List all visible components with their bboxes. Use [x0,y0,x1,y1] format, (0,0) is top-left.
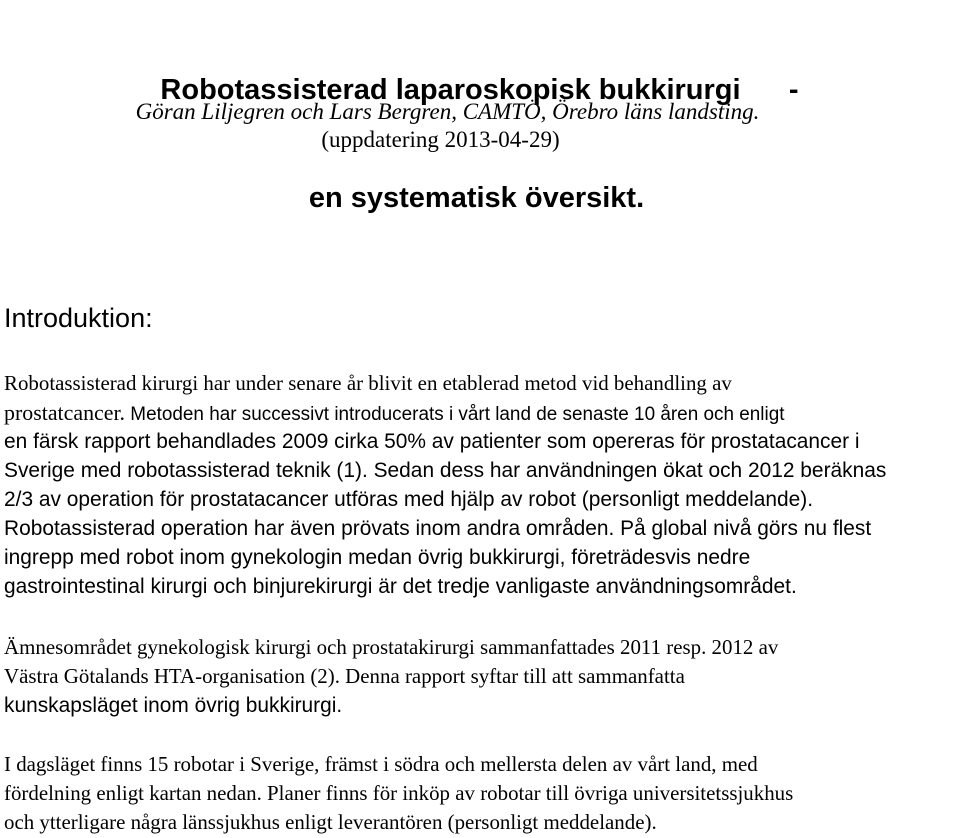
paragraph-line: fördelning enligt kartan nedan. Planer finns för inköp av robotar till övriga universitetssjukhus [4,781,794,805]
paragraph-line-segment: Metoden har successivt introducerats i vårt land de senaste 10 åren och enligt [125,404,785,425]
paragraph-line: gastrointestinal kirurgi och binjurekirurgi är det tredje vanligaste användningsområdet. [4,575,797,598]
paragraph-line: I dagsläget finns 15 robotar i Sverige, främst i södra och mellersta delen av vårt land, med [4,752,758,776]
paragraph-line: ingrepp med robot inom gynekologin medan övrig bukkirurgi, företrädesvis nedre [4,546,751,569]
title-line-1: Robotassisterad laparoskopisk bukkirurgi - [160,74,799,106]
paragraph-line: Sverige med robotassisterad teknik (1). Sedan dess har användningen ökat och 2012 beräknas [4,459,887,482]
title-line-2: en systematisk översikt. [308,182,645,214]
paragraph-line-segment: prostatcancer. [4,400,126,425]
paragraph-intro-3 [4,750,958,837]
paragraph-line: Ämnesområdet gynekologisk kirurgi och prostatakirurgi sammanfattades 2011 resp. 2012 av [4,635,779,659]
paragraph-intro-1 [4,369,958,601]
author-block [0,98,959,154]
paragraph-line: Västra Götalands HTA-organisation (2). Denna rapport syftar till att sammanfatta [4,664,685,688]
paragraph-intro-2 [4,633,958,720]
paragraph-line: Robotassisterad kirurgi har under senare år blivit en etablerad metod vid behandling av [4,371,732,395]
paragraph-line: och ytterligare några länssjukhus enligt leverantören (personligt meddelande). [4,810,657,834]
section-heading-introduction: Introduktion: [4,303,153,333]
paragraph-line: 2/3 av operation för prostatacancer utföras med hjälp av robot (personligt meddelande). [4,488,814,511]
paragraph-line: kunskapsläget inom övrig bukkirurgi. [4,694,343,717]
paragraph-line: Robotassisterad operation har även prövats inom andra områden. På global nivå görs nu flest [4,517,872,540]
update-date: (uppdatering 2013-04-29) [321,127,560,152]
authors-line: Göran Liljegren och Lars Bergren, CAMTÖ, Örebro läns landsting. [135,99,760,124]
paragraph-line: en färsk rapport behandlades 2009 cirka 50% av patienter som opereras för prostatacancer i [4,430,860,453]
paragraph-line [4,398,954,427]
